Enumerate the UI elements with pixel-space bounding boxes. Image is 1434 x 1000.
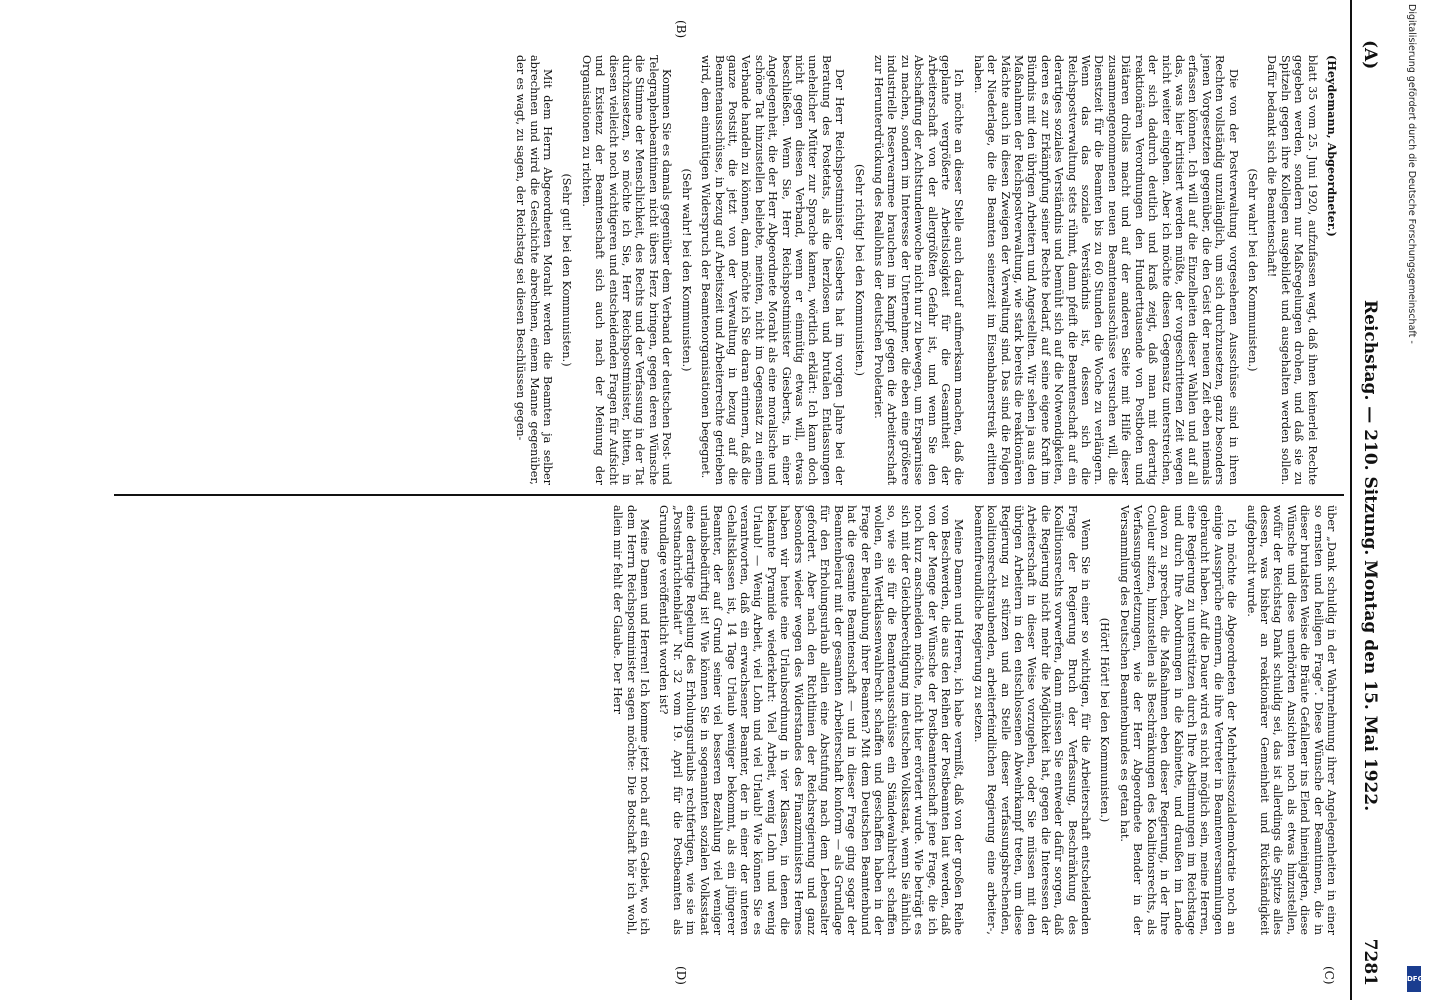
credit-text: Digitalisierung gefördert durch die Deutsche Forschungsgemeinschaft - xyxy=(1406,4,1417,344)
left-column xyxy=(508,55,1338,485)
paragraph: Wenn Sie in einer so wichtigen, für die Arbeiterschaft entscheidenden Frage der Regierung Bruch der Verfassung, Beschränkung des Koalitionsrechts vorwerfen, dann müssen Sie entweder dafür sorgen, daß die Regierung nicht mehr die Möglichkeit hat, gegen die Interessen der Arbeiterschaft in dieser Weise vorzugehen, oder Sie müssen mit den übrigen Arbeitern in den entschlossenen Abwehrkampf treten, um diese Regierung zu stürzen und an Stelle dieser verfassungsbrechenden, koalitionsrechtsraubenden, arbeiterfeindlichen Regierung eine arbeiter-, beamtenfreundliche Regierung zu setzen. xyxy=(971,505,1093,935)
interjection: (Sehr richtig! bei den Kommunisten.) xyxy=(852,164,866,376)
dfg-logo: DFG xyxy=(1407,966,1421,992)
header-title-right: Montag den 15. Mai 1922. xyxy=(1360,560,1380,812)
speaker-line: (Heydemann, Abgeordneter.) xyxy=(1325,55,1339,237)
paragraph: Meine Damen und Herren! Ich komme jetzt noch auf ein Gebiet, wo ich dem Herrn Reichspostminister sagen möchte: Die Botschaft hör ich wohl, allein mir fehlt der Glaube. Der Herr xyxy=(611,505,652,935)
paragraph: Meine Damen und Herren, ich habe vermißt, daß von der großen Reihe von Beschwerden, die aus den Reihen der Postbeamten laut werden, daß von der Menge der Wünsche der Postbeamtenschaft jene Frage, die ich noch kurz anschneiden möchte, nicht hier erörtert wurde. Wie beträgt es sich mit der Gleichberechtigung im deutschen Volksstaat, wenn Sie ähnlich so, wie sie für die Beamtenausschüsse ein Ständewahlrecht schaffen wollen, ein Wertklassenwahlrecht schaffen und geschaffen haben in der Frage der Beurlaubung ihrer Beamten? Mit dem Deutschen Beamtenbund hat die gesamte Beamtenschaft — und in dieser Frage ging sogar der Beamtenbeirat mit der gesamten Arbeiterschaft konform — als Grundlage für den Erholungsurlaub allein eine Abstufung nach dem Lebensalter gefordert. Aber nach den Richtlinien der Reichsregierung und ganz besonders wieder wegen des Widerstandes des Finanzministers Hermes haben wir heute eine Urlaubsordnung in vier Klassen, in denen die bekannte Pyramide wiederkehrt: Viel Arbeit, wenig Lohn und wenig Urlaub! — Wenig Arbeit, viel Lohn und viel Urlaub! Wie können Sie es verantworten, daß ein erwachsener Beamter, der in einer der unteren Gehaltsklassen ist, 14 Tage Urlaub weniger bekommt, als ein jüngerer Beamter, der auf Grund seiner viel besseren Bezahlung viel weniger urlaubsbedürftig ist! Wie können Sie in sogenannten sozialen Volksstaat eine derartige Regelung des Erholungsurlaubs rechtfertigen, wie sie im „Postnachrichtenblatt“ Nr. 32 vom 19. April für die Postbeamten als Grundlage veröffentlicht worden ist? xyxy=(657,505,966,935)
margin-mark-d: (D) xyxy=(674,966,688,985)
paragraph: Die von der Postverwaltung vorgesehenen Ausschüsse sind in ihren Rechten vollständig unzulänglich, um sich durchzusetzen, ganz besonders jenen Vorgesetzten gegenüber, die den Geist der neuen Zeit eben niemals erfassen können. Ich will auf die Einzelheiten dieser Wahlen und auf all das, was hier kritisiert werden müßte, der vorgeschrittenen Zeit wegen nicht weiter eingehen. Aber ich möchte diesen Gegensatz unterstreichen, der sich dadurch deutlich und kraß zeigt, daß man mit derartig reaktionären Verordnungen den Hunderttausende von Postboten und Diätaren drollas macht und auf der anderen Seite mit Hilfe dieser zusammengenommenen neuen Beamtenausschüsse versuchen will, die Dienstzeit für die Beamten bis zu 60 Stunden die Woche zu verlängern. Wenn das das soziale Verständnis ist, dessen sich die Reichspostverwaltung stets rühmt, dann pfeift die Beamtenschaft auf ein derartiges soziales Verständnis und bemüht sich auf die Notwendigkeiten, deren es zur Erkämpfung seiner Rechte bedarf, auf seine eigene Kraft im Bündnis mit den übrigen Arbeitern und Angestellten. Wir sehen ja aus den Maßnahmen der Reichspostverwaltung, wie stark bereits die reaktionären Mächte auch in diesen Zweigen der Verwaltung sind. Das sind die Folgen der Niederlage, die die Beamten seinerzeit im Eisenbahnerstreik erlitten haben. xyxy=(971,55,1240,485)
interjection: (Sehr wahr! bei den Kommunisten.) xyxy=(1245,168,1259,372)
paragraph: über „Dank schuldig in der Wahrnehmung ihrer Angelegenheiten in einer so ernsten und heiligen Frage“. Diese Wünsche der Beamtinnen, die in dieser brutalsten Weise die Bräute Gefallener ins Elend hineinjagten, diese Wünsche und diese unerhörten Ansichten noch als etwas hinzustellen, wofür der Reichstag Dank schuldig sei, das ist allerdings die Spitze alles dessen, was bisher an reaktionärer Gemeinheit und Rückständigkeit aufgebracht wurde. xyxy=(1244,505,1338,935)
margin-mark-b: (B) xyxy=(674,20,688,39)
right-column xyxy=(605,505,1338,935)
interjection: (Hört! Hört! bei den Kommunisten.) xyxy=(1098,617,1112,823)
interjection: (Sehr wahr! bei den Kommunisten.) xyxy=(679,168,693,372)
interjection: (Sehr gut! bei den Kommunisten.) xyxy=(560,173,574,367)
margin-mark-c: (C) xyxy=(1322,966,1336,985)
paragraph: Der Herr Reichspostminister Giesberts hat im vorigen Jahre bei der Beratung des Postetats, als die herzlosen und brutalen Entlassungen unehelicher Mütter zur Sprache kamen, wörtlich erklärt: Ich kann doch nicht gegen diesen Verband, wenn er einmütig etwas will, etwas beschließen. Wenn Sie, Herr Reichspostminister Giesberts, in einer Angelegenheit, die der Herr Abgeordnete Moraht als eine moralische und schöne Tat hinzustellen beliebte, meinten, nicht im Gegensatz zu einem Verbande handeln zu können, dann möchte ich Sie daran erinnern, daß die ganze Postsitt, die jetzt von der Verwaltung in bezug auf die Beamtenausschüsse, in bezug auf Arbeitszeit und Arbeiterrechte getrieben wird, dem einmütigen Widerspruch der Beamtenorganisationen begegnet. xyxy=(699,55,847,485)
column-divider xyxy=(114,494,1344,496)
header-title-left: Reichstag. — 210. Sitzung. xyxy=(1360,300,1380,556)
paragraph: Ich möchte die Abgeordneten der Mehrheitssozialdemokratie noch an einige Aussprüche erinnern, die ihre Vertreter in Beamtenversammlungen gebraucht haben. Auf die Dauer wird es nicht möglich sein, meine Herren, eine Regierung zu unterstützen durch Ihre Abstimmungen im Reichstage und durch Ihre Abordnungen in die Kabinette, und draußen im Lande davon zu sprechen, die Maßnahmen eben dieser Regierung, in der Ihre Couleur sitzen, hinzustellen als Beschränkungen des Koalitionsrechts, als Verfassungsverletzungen, wie der Herr Abgeordnete Bender in der Versammlung des Deutschen Beamtenbundes es getan hat. xyxy=(1117,505,1239,935)
paragraph: Kommen Sie es damals gegenüber dem Verband der deutschen Post- und Telegraphenbeamtinnen nicht übers Herz bringen, gegen deren Wünsche die Stimme der Menschlichkeit, des Rechts und der Verfassung in der Tat durchzusetzen, so möchte ich Sie, Herr Reichspostminister, bitten, in diesen vielleicht noch wichtigeren und entscheidenden Fragen für Aufsicht und Existenz der Beamtenschaft sich auch nach der Meinung der Organisationen zu richten. xyxy=(579,55,674,485)
paragraph: Mit dem Herrn Abgeordneten Moraht werden die Beamten ja selber abrechnen und wird die Geschichte abrechnen, einem Manne gegenüber, der es wagt, zu sagen, der Reichstag sei diesen Beschlüssen gegen- xyxy=(514,55,555,485)
page-number: 7281 xyxy=(1360,938,1380,986)
paragraph: blatt 35 vom 25. Juni 1920, aufzufassen wagt, daß ihnen keinerlei Rechte gegeben werden, sondern nur Maßregelungen drohen, und daß sie zu Spitzeln gegen ihre Kollegen ausgebildet und ausgehalten werden sollen. Dafür bedankt sich die Beamtenschaft! xyxy=(1265,55,1319,485)
document-page xyxy=(98,0,1388,1000)
digitization-credit xyxy=(1395,4,1425,994)
header-margin-label: (A) xyxy=(1360,40,1380,70)
paragraph: Ich möchte an dieser Stelle auch darauf aufmerksam machen, daß die geplante vergrößerte Arbeitslosigkeit für die Gesamtheit der Arbeiterschaft von der allergrößten Gefahr ist, und wenn Sie den Abschaffung der Achtstundenwoche nicht nur zu bewegen, um Ersparnisse zu machen, sondern im Interesse der Unternehmer, die eben eine größere industrielle Reservearmee brauchen im Kampf gegen die Arbeiterschaft zur Herunterdrückung des Reallohns der deutschen Proletarier. xyxy=(872,55,966,485)
page-header xyxy=(1350,0,1388,1000)
